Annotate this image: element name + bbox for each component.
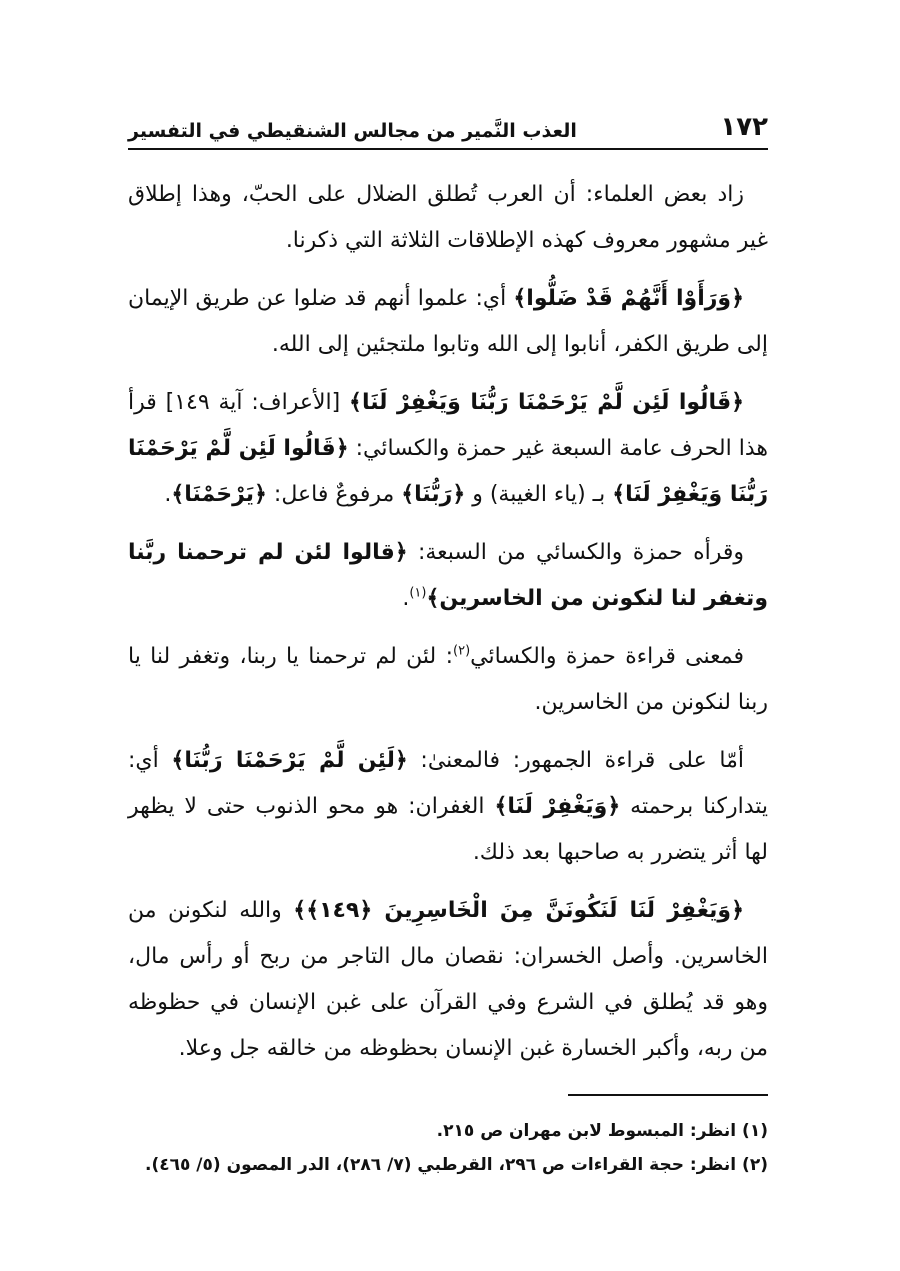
- paragraph-text: .: [402, 586, 410, 611]
- paragraph-6: [128, 738, 768, 876]
- page-number: ١٧٢: [720, 112, 768, 142]
- paragraph-text: والله لنكونن من الخاسرين. وأصل الخسران: نقصان مال التاجر من ربح أو رأس مال، وهو قد يُطلق في الشرع وفي القرآن على غبن الإنسان في حظوظه من ربه، وأكبر الخسارة غبن الإنسان بحظوظه من خالقه جل وعلا.: [128, 898, 768, 1061]
- paragraph-text: أي: علموا أنهم قد ضلوا عن طريق الإيمان إلى طريق الكفر، أنابوا إلى الله وتابوا ملتجئين إلى الله.: [128, 286, 768, 357]
- paragraph-4: [128, 530, 768, 622]
- quran-verse: ﴿يَرْحَمْنَا﴾: [171, 482, 267, 507]
- paragraph-text: الغفران: هو محو الذنوب حتى لا يظهر لها أثر يتضرر به صاحبها بعد ذلك.: [128, 794, 768, 865]
- footnote-number: (٢): [742, 1155, 768, 1175]
- header-rule: [128, 148, 768, 150]
- footnote-2: [128, 1150, 768, 1180]
- book-page: [128, 108, 768, 1184]
- paragraph-7: [128, 888, 768, 1072]
- paragraph-text: زاد بعض العلماء: أن العرب تُطلق الضلال على الحبّ، وهذا إطلاق غير مشهور معروف كهذه الإطلاقات الثلاثة التي ذكرنا.: [128, 182, 768, 253]
- paragraph-2: [128, 276, 768, 368]
- paragraph-text: وقرأه حمزة والكسائي من السبعة:: [407, 540, 744, 565]
- footnote-text: انظر: حجة القراءات ص ٢٩٦، القرطبي (٧/ ٢٨٦)، الدر المصون (٥/ ٤٦٥).: [145, 1155, 737, 1175]
- quran-verse: ﴿لَئِن لَّمْ يَرْحَمْنَا رَبُّنَا﴾: [171, 748, 408, 773]
- quran-verse: ﴿رَبُّنَا﴾: [401, 482, 466, 507]
- page-body: [128, 172, 768, 1072]
- footnote-text: انظر: المبسوط لابن مهران ص ٢١٥.: [436, 1121, 737, 1141]
- quran-verse: ﴿قَالُوا لَئِن لَّمْ يَرْحَمْنَا رَبُّنَا وَيَغْفِرْ لَنَا﴾: [349, 390, 745, 415]
- paragraph-5: [128, 634, 768, 726]
- qiraah-text: ﴿قالوا لئن لم ترحمنا ربَّنا وتغفر لنا لنكونن من الخاسرين﴾: [128, 540, 768, 611]
- footnote-ref: (٢): [453, 643, 471, 659]
- paragraph-text: .: [164, 482, 172, 507]
- quran-verse: ﴿وَيَغْفِرْ لَنَا﴾: [494, 794, 621, 819]
- paragraph-text: [الأعراف: آية ١٤٩] قرأ هذا الحرف عامة السبعة غير حمزة والكسائي:: [128, 390, 768, 461]
- paragraph-text: أي: يتداركنا برحمته: [128, 748, 768, 819]
- paragraph-3: [128, 380, 768, 518]
- paragraph-1: [128, 172, 768, 264]
- quran-verse: ﴿وَيَغْفِرْ لَنَا لَنَكُونَنَّ مِنَ الْخَاسِرِينَ ﴿١٤٩﴾﴾: [293, 898, 744, 923]
- running-title: العذب النَّمير من مجالس الشنقيطي في التفسير: [128, 120, 577, 142]
- paragraph-text: : لئن لم ترحمنا يا ربنا، وتغفر لنا يا ربنا لنكونن من الخاسرين.: [128, 644, 768, 715]
- footnote-1: [128, 1116, 768, 1146]
- paragraph-text: مرفوعٌ فاعل:: [266, 482, 402, 507]
- quran-verse: ﴿وَرَأَوْا أَنَّهُمْ قَدْ ضَلُّوا﴾: [513, 286, 744, 311]
- footnote-ref: (١): [409, 585, 427, 601]
- paragraph-text: فمعنى قراءة حمزة والكسائي: [470, 644, 744, 669]
- footnote-number: (١): [742, 1121, 768, 1141]
- page-header: [128, 108, 768, 142]
- footnote-separator: [568, 1094, 768, 1096]
- paragraph-text: أمّا على قراءة الجمهور: فالمعنىٰ:: [407, 748, 744, 773]
- quran-verse: ﴿قَالُوا لَئِن لَّمْ يَرْحَمْنَا رَبُّنَا وَيَغْفِرْ لَنَا﴾: [128, 436, 768, 507]
- footnotes: [128, 1116, 768, 1180]
- paragraph-text: بـ (ياء الغيبة) و: [465, 482, 613, 507]
